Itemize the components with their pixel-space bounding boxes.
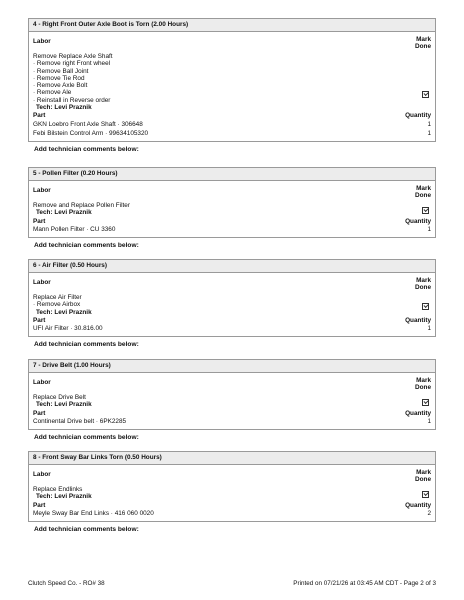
service-section-4 [28, 18, 436, 153]
parts-header [33, 317, 431, 324]
part-qty: 1 [427, 129, 431, 137]
part-qty: 1 [427, 325, 431, 333]
task-name: Remove Replace Axle Shaft [33, 53, 113, 60]
footer-shop-ro: Clutch Speed Co. - RO# 38 [28, 580, 105, 587]
section-title: 4 - Right Front Outer Axle Boot is Torn (2.00 Hours) [29, 19, 435, 32]
part-qty: 2 [427, 509, 431, 517]
done-label: Done [415, 192, 431, 199]
part-heading: Part [33, 217, 46, 225]
section-body [29, 273, 435, 336]
done-label: Done [415, 476, 431, 483]
part-heading: Part [33, 501, 46, 509]
mark-done-heading [415, 36, 431, 50]
quantity-heading: Quantity [405, 409, 431, 417]
mark-done-heading [415, 469, 431, 483]
labor-task [33, 53, 431, 111]
service-section-5 [28, 167, 436, 249]
part-qty: 1 [427, 120, 431, 128]
technician-comments-label: Add technician comments below: [34, 241, 139, 249]
tech-name: Tech: Levi Praznik [36, 493, 92, 501]
mark-done-heading [415, 377, 431, 391]
part-heading: Part [33, 409, 46, 417]
quantity-heading: Quantity [405, 501, 431, 509]
task-name: Remove and Replace Pollen Filter [33, 202, 130, 209]
service-section-7 [28, 359, 436, 441]
technician-comments-label: Add technician comments below: [34, 145, 139, 153]
part-name: UFI Air Filter · 30.816.00 [33, 325, 103, 333]
quantity-heading: Quantity [405, 217, 431, 225]
technician-comments-label: Add technician comments below: [34, 525, 139, 533]
labor-heading: Labor [33, 187, 51, 194]
done-label: Done [415, 284, 431, 291]
quantity-heading: Quantity [405, 316, 431, 324]
tech-name: Tech: Levi Praznik [36, 401, 92, 409]
mark-done-checkbox[interactable] [422, 207, 429, 214]
mark-done-checkbox[interactable] [422, 91, 429, 98]
section-body [29, 181, 435, 237]
section-title: 8 - Front Sway Bar Links Torn (0.50 Hours) [29, 452, 435, 465]
task-name: Replace Air Filter [33, 294, 82, 301]
service-section-6 [28, 259, 436, 348]
section-body [29, 373, 435, 429]
part-qty: 1 [427, 417, 431, 425]
done-label: Done [415, 43, 431, 50]
labor-heading: Labor [33, 379, 51, 386]
part-row [33, 417, 431, 426]
quantity-heading: Quantity [405, 112, 431, 120]
section-title: 7 - Drive Belt (1.00 Hours) [29, 360, 435, 373]
part-row [33, 225, 431, 234]
tech-name: Tech: Levi Praznik [36, 308, 92, 316]
page-footer [28, 580, 436, 587]
mark-done-checkbox[interactable] [422, 491, 429, 498]
mark-done-checkbox[interactable] [422, 303, 429, 310]
part-heading: Part [33, 316, 46, 324]
task-name: Replace Endlinks [33, 486, 83, 493]
mark-done-heading [415, 277, 431, 291]
labor-task [33, 294, 431, 316]
mark-label: Mark [416, 277, 431, 284]
technician-comments-label: Add technician comments below: [34, 341, 139, 349]
task-name: Replace Drive Belt [33, 394, 86, 401]
labor-task [33, 202, 431, 217]
part-qty: 1 [427, 225, 431, 233]
tech-name: Tech: Levi Praznik [36, 209, 92, 217]
service-section-8 [28, 451, 436, 533]
part-name: Continental Drive belt · 6PK2285 [33, 417, 127, 425]
parts-header [33, 410, 431, 417]
part-name: Febi Bilstein Control Arm · 99634105320 [33, 129, 149, 137]
part-row [33, 129, 431, 138]
labor-heading: Labor [33, 279, 51, 286]
parts-header [33, 112, 431, 119]
labor-task [33, 486, 431, 501]
part-name: Mann Pollen Filter · CU 3360 [33, 225, 116, 233]
service-box [28, 259, 436, 337]
mark-done-heading [415, 185, 431, 199]
section-body [29, 465, 435, 521]
part-name: Meyle Sway Bar End Links · 416 060 0020 [33, 509, 154, 517]
section-body [29, 32, 435, 141]
mark-done-checkbox[interactable] [422, 399, 429, 406]
done-label: Done [415, 384, 431, 391]
part-row [33, 509, 431, 518]
task-step: · Remove Airbox [33, 301, 81, 309]
mark-label: Mark [416, 36, 431, 43]
task-step: · Remove Ale [33, 89, 72, 97]
mark-label: Mark [416, 185, 431, 192]
labor-heading: Labor [33, 38, 51, 45]
service-box [28, 18, 436, 142]
mark-label: Mark [416, 377, 431, 384]
labor-task [33, 394, 431, 409]
mark-label: Mark [416, 469, 431, 476]
part-name: GKN Loebro Front Axle Shaft · 306648 [33, 120, 143, 128]
footer-printed-info: Printed on 07/21/26 at 03:45 AM CDT - Page 2 of 3 [293, 580, 436, 587]
section-title: 5 - Pollen Filter (0.20 Hours) [29, 168, 435, 181]
part-heading: Part [33, 112, 46, 120]
task-step: · Remove Ball Joint [33, 67, 89, 75]
tech-name: Tech: Levi Praznik [36, 104, 92, 112]
labor-heading: Labor [33, 471, 51, 478]
section-title: 6 - Air Filter (0.50 Hours) [29, 260, 435, 273]
technician-comments-label: Add technician comments below: [34, 433, 139, 441]
service-box [28, 451, 436, 522]
parts-header [33, 502, 431, 509]
service-box [28, 359, 436, 430]
part-row [33, 324, 431, 333]
parts-header [33, 218, 431, 225]
task-step: · Reinstall in Reverse order [33, 96, 111, 104]
part-row [33, 120, 431, 129]
service-box [28, 167, 436, 238]
task-step: · Remove right Front wheel [33, 60, 111, 68]
task-step: · Remove Axle Bolt [33, 82, 88, 90]
task-step: · Remove Tie Rod [33, 74, 85, 82]
